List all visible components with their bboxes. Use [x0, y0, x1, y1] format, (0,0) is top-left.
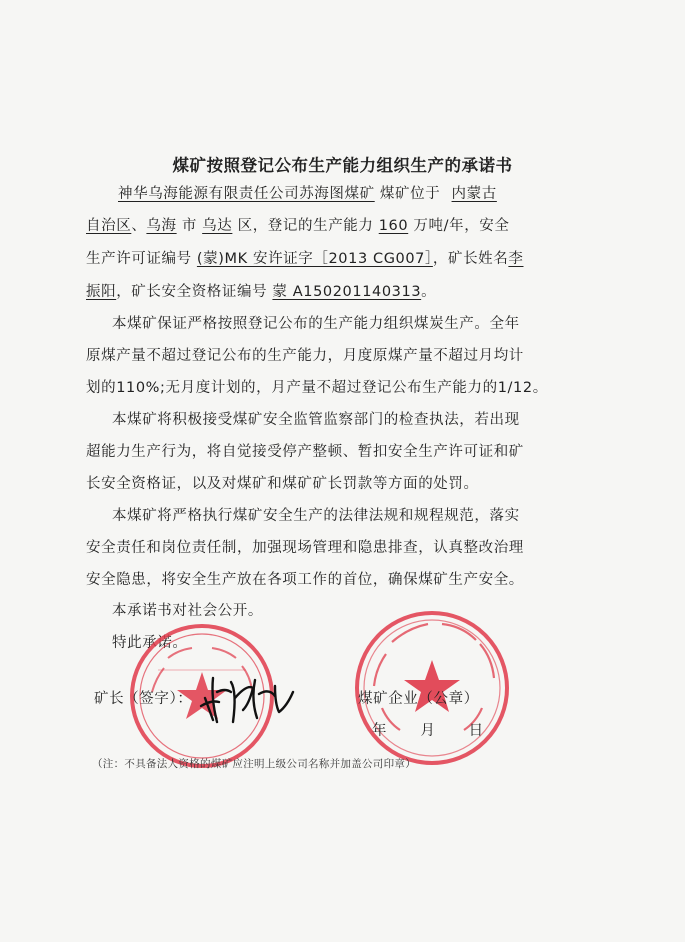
paragraph-2-line-3: 长安全资格证，以及对煤矿和煤矿矿长罚款等方面的处罚。	[86, 476, 479, 492]
date-line	[372, 721, 484, 741]
license-number: (蒙)MK 安许证字［2013 CG007］	[196, 251, 433, 267]
capacity-value: 160	[378, 218, 409, 234]
footnote: （注：不具备法人资格的煤矿应注明上级公司名称并加盖公司印章）	[92, 758, 416, 770]
paragraph-3-line-3: 安全隐患，将安全生产放在各项工作的首位，确保煤矿生产安全。	[86, 572, 524, 588]
paragraph-2-line-2: 超能力生产行为，将自觉接受停产整顿、暂扣安全生产许可证和矿	[86, 444, 524, 460]
manager-name-part1: 李	[508, 251, 524, 267]
manager-signature-label: 矿长（签字）：	[94, 691, 193, 707]
paragraph-3-line-1: 本煤矿将严格执行煤矿安全生产的法律法规和规程规范，落实	[112, 508, 520, 524]
paragraph-4-line-1: 本承诺书对社会公开。	[112, 603, 263, 619]
intro-line-4: 振阳，矿长安全资格证编号 蒙 A150201140313。	[86, 284, 437, 300]
company-seal-stamp	[352, 608, 512, 768]
manager-name-part2: 振阳	[86, 284, 117, 300]
region-1: 内蒙古	[451, 186, 497, 202]
paragraph-2-line-1: 本煤矿将积极接受煤矿安全监管监察部门的检查执法，若出现	[112, 412, 520, 428]
intro-line-3: 生产许可证编号 (蒙)MK 安许证字［2013 CG007］，矿长姓名李	[86, 251, 524, 267]
manager-signature	[195, 668, 305, 732]
paragraph-1-line-2: 原煤产量不超过登记公布的生产能力，月度原煤产量不超过月均计	[86, 348, 524, 364]
intro-line-2: 自治区、乌海 市 乌达 区，登记的生产能力 160 万吨/年，安全	[86, 218, 510, 234]
located-label: 煤矿位于	[379, 186, 441, 202]
date-day-label: 日	[468, 723, 484, 739]
city-name: 乌海	[146, 218, 177, 234]
district-name: 乌达	[202, 218, 233, 234]
paragraph-1-line-3: 划的110%;无月度计划的，月产量不超过登记公布生产能力的1/12。	[86, 380, 548, 396]
date-year-label: 年	[372, 723, 388, 739]
paragraph-1-line-1: 本煤矿保证严格按照登记公布的生产能力组织煤炭生产。全年	[112, 316, 520, 332]
company-name: 神华乌海能源有限责任公司苏海图煤矿	[118, 186, 375, 202]
document-title: 煤矿按照登记公布生产能力组织生产的承诺书	[172, 156, 513, 175]
date-month-label: 月	[420, 723, 436, 739]
region-2: 自治区	[86, 218, 132, 234]
paragraph-3-line-2: 安全责任和岗位责任制，加强现场管理和隐患排查，认真整改治理	[86, 540, 524, 556]
closing-text: 特此承诺。	[112, 635, 188, 651]
intro-line-1	[118, 184, 497, 204]
cert-number: 蒙 A150201140313	[272, 284, 422, 300]
company-seal-label: 煤矿企业（公章）	[358, 691, 479, 707]
